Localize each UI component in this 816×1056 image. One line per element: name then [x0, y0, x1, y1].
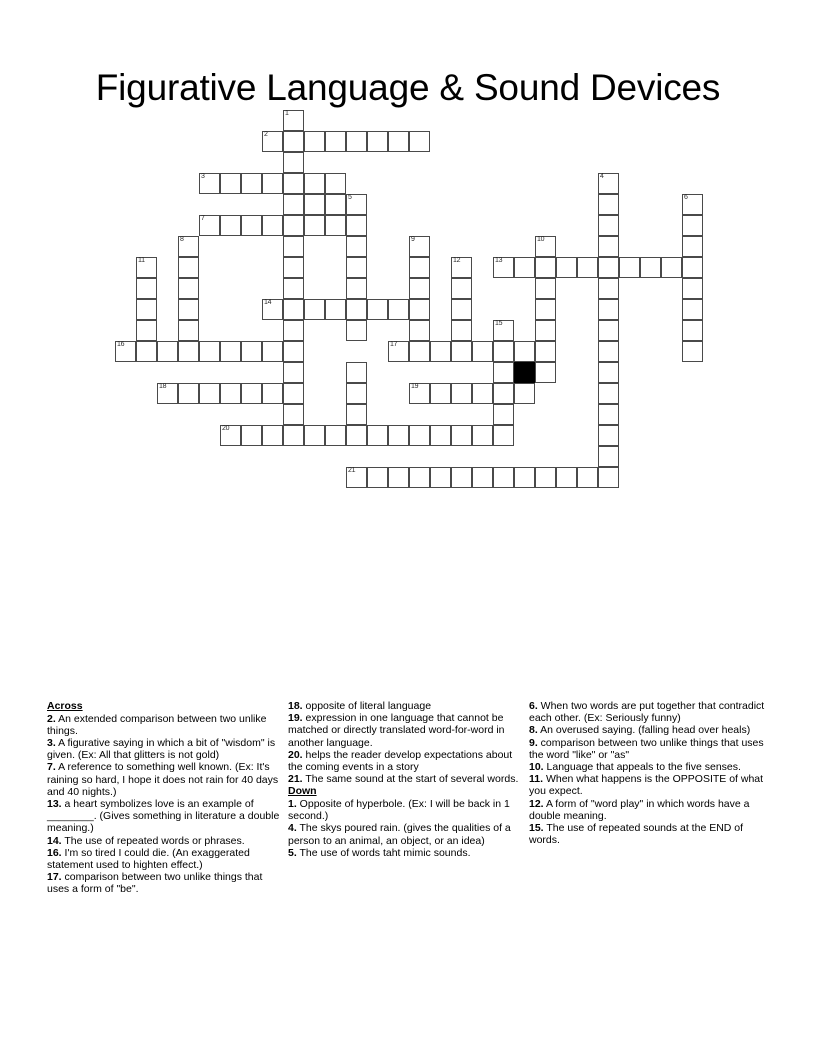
grid-cell[interactable] — [346, 362, 367, 383]
clue-text: A figurative saying in which a bit of "wisdom" is given. (Ex: All that glitters is not gold) — [47, 737, 276, 762]
grid-cell[interactable] — [283, 320, 304, 341]
grid-cell[interactable] — [220, 341, 241, 362]
grid-cell[interactable] — [514, 467, 535, 488]
grid-cell[interactable] — [346, 131, 367, 152]
grid-cell-number: 1 — [285, 110, 289, 117]
grid-cell[interactable] — [262, 299, 283, 320]
grid-cell[interactable] — [472, 341, 493, 362]
clue-item — [288, 847, 524, 859]
clue-number: 6. — [529, 700, 538, 712]
grid-cell[interactable] — [283, 383, 304, 404]
clue-number: 5. — [288, 846, 297, 859]
clue-text: A form of "word play" in which words have a double meaning. — [529, 797, 750, 822]
grid-cell[interactable] — [598, 194, 619, 215]
clue-number: 4. — [288, 822, 297, 835]
grid-cell[interactable] — [682, 299, 703, 320]
grid-cell[interactable] — [535, 467, 556, 488]
grid-cell[interactable] — [619, 257, 640, 278]
grid-cell-number: 12 — [453, 257, 461, 264]
grid-cell[interactable] — [304, 194, 325, 215]
grid-cell[interactable] — [283, 173, 304, 194]
grid-cell[interactable] — [283, 110, 304, 131]
clue-number: 2. — [47, 712, 56, 725]
grid-cell[interactable] — [598, 173, 619, 194]
grid-cell[interactable] — [220, 173, 241, 194]
grid-cell[interactable] — [535, 320, 556, 341]
grid-cell[interactable] — [262, 383, 283, 404]
clue-item — [288, 798, 524, 822]
clue-number: 17. — [47, 871, 62, 884]
grid-cell[interactable] — [157, 383, 178, 404]
grid-cell[interactable] — [178, 299, 199, 320]
grid-cell[interactable] — [283, 341, 304, 362]
clue-number: 14. — [47, 834, 62, 847]
clue-item — [529, 724, 765, 736]
grid-cell[interactable] — [430, 383, 451, 404]
grid-cell[interactable] — [199, 215, 220, 236]
grid-cell[interactable] — [451, 383, 472, 404]
clue-text: Opposite of hyperbole. (Ex: I will be back in 1 second.) — [288, 798, 510, 823]
grid-cell[interactable] — [346, 236, 367, 257]
clue-item — [47, 798, 283, 835]
grid-cell[interactable] — [199, 341, 220, 362]
grid-cell-number: 15 — [495, 320, 503, 327]
clue-number: 20. — [288, 748, 303, 761]
grid-cell[interactable] — [451, 467, 472, 488]
clue-text: a heart symbolizes love is an example of ________. (Gives something in literature a double meaning.) — [47, 798, 280, 835]
clue-item — [47, 835, 283, 847]
grid-cell[interactable] — [136, 341, 157, 362]
grid-cell[interactable] — [409, 299, 430, 320]
grid-cell[interactable] — [241, 215, 262, 236]
grid-cell[interactable] — [556, 467, 577, 488]
grid-cell[interactable] — [598, 278, 619, 299]
grid-cell-number: 8 — [180, 236, 184, 243]
grid-cell[interactable] — [556, 257, 577, 278]
grid-cell[interactable] — [535, 362, 556, 383]
grid-cell[interactable] — [388, 341, 409, 362]
grid-cell[interactable] — [115, 341, 136, 362]
clue-item — [47, 847, 283, 871]
grid-cell-number: 10 — [537, 236, 545, 243]
grid-cell[interactable] — [577, 257, 598, 278]
clue-item — [529, 773, 765, 797]
grid-cell[interactable] — [388, 299, 409, 320]
grid-cell[interactable] — [199, 383, 220, 404]
clue-text: An extended comparison between two unlike things. — [47, 712, 267, 737]
grid-cell[interactable] — [430, 467, 451, 488]
grid-cell-number: 3 — [201, 173, 205, 180]
grid-cell[interactable] — [241, 173, 262, 194]
grid-cell-number: 20 — [222, 425, 230, 432]
clue-number: 15. — [529, 822, 544, 835]
grid-cell[interactable] — [409, 383, 430, 404]
grid-cell[interactable] — [682, 257, 703, 278]
grid-cell[interactable] — [472, 467, 493, 488]
grid-cell[interactable] — [178, 236, 199, 257]
clue-item — [288, 822, 524, 846]
clue-number: 9. — [529, 736, 538, 749]
clues-column-3 — [529, 700, 765, 846]
clue-number: 3. — [47, 737, 56, 749]
clue-item — [288, 773, 524, 785]
grid-cell[interactable] — [409, 425, 430, 446]
grid-cell[interactable] — [325, 131, 346, 152]
grid-cell[interactable] — [472, 383, 493, 404]
grid-cell[interactable] — [598, 425, 619, 446]
clue-number: 13. — [47, 798, 62, 811]
grid-cell[interactable] — [136, 299, 157, 320]
grid-cell[interactable] — [178, 383, 199, 404]
grid-cell[interactable] — [367, 299, 388, 320]
grid-cell[interactable] — [367, 425, 388, 446]
grid-cell[interactable] — [346, 257, 367, 278]
clue-number: 8. — [529, 724, 538, 737]
grid-cell[interactable] — [493, 404, 514, 425]
grid-cell-number: 13 — [495, 257, 503, 264]
clue-number: 21. — [288, 773, 303, 786]
grid-cell[interactable] — [283, 131, 304, 152]
grid-cell[interactable] — [493, 257, 514, 278]
grid-cell[interactable] — [493, 425, 514, 446]
clue-text: A reference to something well known. (Ex: It's raining so hard, I hope it does not rain for 40 days and 40 nights.) — [47, 761, 279, 798]
grid-cell[interactable] — [598, 467, 619, 488]
grid-cell[interactable] — [346, 215, 367, 236]
grid-cell[interactable] — [409, 467, 430, 488]
grid-cell[interactable] — [304, 215, 325, 236]
clue-item — [529, 737, 765, 761]
clue-number: 19. — [288, 712, 303, 725]
grid-cell[interactable] — [220, 425, 241, 446]
grid-cell[interactable] — [325, 194, 346, 215]
grid-cell[interactable] — [598, 404, 619, 425]
across-clue-list-part2 — [288, 700, 524, 785]
grid-cell[interactable] — [535, 257, 556, 278]
grid-cell-number: 11 — [138, 257, 145, 264]
grid-cell[interactable] — [283, 236, 304, 257]
clue-item — [288, 749, 524, 773]
clue-text: The use of repeated words or phrases. — [61, 834, 245, 847]
grid-cell[interactable] — [283, 152, 304, 173]
grid-cell-number: 16 — [117, 341, 125, 348]
clue-number: 11. — [529, 773, 544, 786]
clue-number: 18. — [288, 700, 303, 712]
grid-cell[interactable] — [451, 299, 472, 320]
clue-item — [47, 713, 283, 737]
clue-text: The same sound at the start of several words. — [302, 773, 519, 786]
clue-item — [47, 871, 283, 895]
grid-cell-number: 6 — [684, 194, 688, 201]
grid-cell-number: 5 — [348, 194, 352, 201]
grid-cell[interactable] — [409, 236, 430, 257]
grid-cell[interactable] — [220, 215, 241, 236]
grid-cell-number: 7 — [201, 215, 205, 222]
page-title: Figurative Language & Sound Devices — [95, 66, 721, 108]
clue-number: 1. — [288, 798, 297, 811]
grid-cell[interactable] — [682, 215, 703, 236]
grid-cell[interactable] — [346, 299, 367, 320]
clue-item — [529, 700, 765, 724]
grid-cell[interactable] — [409, 131, 430, 152]
grid-cell-number: 19 — [411, 383, 419, 390]
grid-cell[interactable] — [451, 425, 472, 446]
clue-text: helps the reader develop expectations about the coming events in a story — [288, 748, 513, 774]
grid-cell-number: 9 — [411, 236, 415, 243]
clue-item — [529, 822, 765, 846]
grid-cell-number: 21 — [348, 467, 356, 474]
grid-cell[interactable] — [262, 425, 283, 446]
grid-cell[interactable] — [304, 299, 325, 320]
grid-cell[interactable] — [514, 383, 535, 404]
clue-text: Language that appeals to the five senses. — [543, 761, 741, 774]
grid-cell[interactable] — [283, 194, 304, 215]
grid-cell[interactable] — [682, 194, 703, 215]
clue-text: comparison between two unlike things that uses a form of "be". — [47, 871, 263, 896]
clue-item — [47, 761, 283, 798]
grid-cell[interactable] — [430, 425, 451, 446]
grid-cell[interactable] — [514, 257, 535, 278]
grid-cell[interactable] — [136, 257, 157, 278]
grid-cell[interactable] — [682, 320, 703, 341]
clue-number: 12. — [529, 797, 544, 810]
grid-cell-number: 4 — [600, 173, 604, 180]
grid-cell[interactable] — [409, 278, 430, 299]
grid-cell[interactable] — [472, 425, 493, 446]
clue-item — [288, 712, 524, 749]
grid-cell[interactable] — [514, 341, 535, 362]
grid-cell[interactable] — [178, 320, 199, 341]
grid-cell[interactable] — [346, 383, 367, 404]
clue-text: The use of repeated sounds at the END of words. — [529, 822, 744, 847]
grid-cell[interactable] — [262, 173, 283, 194]
grid-cell-number: 17 — [390, 341, 398, 348]
clue-number: 10. — [529, 761, 544, 774]
across-heading: Across — [47, 700, 83, 712]
grid-cell-number: 14 — [264, 299, 272, 306]
grid-cell[interactable] — [388, 131, 409, 152]
grid-cell[interactable] — [304, 425, 325, 446]
grid-cell[interactable] — [682, 341, 703, 362]
grid-cell[interactable] — [493, 383, 514, 404]
clue-text: expression in one language that cannot be matched or directly translated word-for-word in another language. — [288, 712, 505, 749]
grid-cell[interactable] — [199, 173, 220, 194]
grid-cell[interactable] — [283, 299, 304, 320]
grid-cell[interactable] — [346, 194, 367, 215]
grid-cell[interactable] — [535, 299, 556, 320]
grid-cell[interactable] — [598, 236, 619, 257]
grid-cell[interactable] — [598, 362, 619, 383]
grid-cell[interactable] — [493, 362, 514, 383]
grid-cell[interactable] — [283, 215, 304, 236]
grid-cell[interactable] — [535, 236, 556, 257]
across-clue-list-part1 — [47, 713, 283, 896]
grid-cell[interactable] — [682, 236, 703, 257]
grid-cell[interactable] — [388, 425, 409, 446]
grid-cell[interactable] — [178, 278, 199, 299]
clue-text: The use of words taht mimic sounds. — [296, 846, 471, 859]
grid-cell[interactable] — [451, 341, 472, 362]
grid-cell[interactable] — [451, 278, 472, 299]
grid-cell[interactable] — [598, 320, 619, 341]
grid-cell[interactable] — [241, 383, 262, 404]
grid-cell[interactable] — [262, 131, 283, 152]
grid-cell[interactable] — [136, 278, 157, 299]
down-heading: Down — [288, 785, 317, 798]
grid-cell[interactable] — [409, 257, 430, 278]
grid-cell[interactable] — [598, 341, 619, 362]
grid-cell[interactable] — [241, 425, 262, 446]
clue-text: opposite of literal language — [302, 700, 432, 712]
clues-column-2 — [288, 700, 524, 859]
grid-cell[interactable] — [157, 341, 178, 362]
clues-column-1 — [47, 700, 283, 896]
grid-cell[interactable] — [283, 362, 304, 383]
grid-cell[interactable] — [220, 383, 241, 404]
grid-cell[interactable] — [304, 131, 325, 152]
grid-cell[interactable] — [262, 215, 283, 236]
grid-cell[interactable] — [304, 173, 325, 194]
grid-cell-number: 18 — [159, 383, 167, 390]
down-clue-list-part1 — [288, 798, 524, 859]
grid-cell[interactable] — [598, 215, 619, 236]
clue-item — [529, 761, 765, 773]
grid-cell[interactable] — [388, 467, 409, 488]
grid-cell-number: 2 — [264, 131, 268, 138]
grid-cell[interactable] — [346, 425, 367, 446]
grid-cell[interactable] — [283, 404, 304, 425]
clue-item — [288, 700, 524, 712]
grid-cell[interactable] — [682, 278, 703, 299]
clue-text: The skys poured rain. (gives the qualities of a person to an animal, an object, or an idea) — [288, 822, 511, 847]
grid-cell[interactable] — [451, 257, 472, 278]
clue-text: An overused saying. (falling head over heals) — [537, 724, 751, 737]
clue-number: 16. — [47, 846, 62, 859]
grid-cell[interactable] — [577, 467, 598, 488]
grid-cell[interactable] — [598, 257, 619, 278]
down-clue-list-part2 — [529, 700, 765, 846]
grid-cell[interactable] — [178, 257, 199, 278]
clues-section — [47, 700, 769, 970]
clue-text: comparison between two unlike things that uses the word "like" or "as" — [529, 736, 764, 761]
grid-cell[interactable] — [367, 131, 388, 152]
clue-text: When two words are put together that contradict each other. (Ex: Seriously funny) — [529, 700, 765, 725]
grid-cell[interactable] — [409, 341, 430, 362]
grid-cell[interactable] — [346, 320, 367, 341]
grid-cell[interactable] — [598, 299, 619, 320]
grid-cell[interactable] — [262, 341, 283, 362]
grid-cell[interactable] — [241, 341, 262, 362]
grid-cell[interactable] — [346, 278, 367, 299]
grid-cell[interactable] — [136, 320, 157, 341]
grid-cell[interactable] — [283, 257, 304, 278]
grid-cell[interactable] — [640, 257, 661, 278]
grid-cell[interactable] — [178, 341, 199, 362]
grid-cell[interactable] — [430, 341, 451, 362]
clue-number: 7. — [47, 761, 56, 774]
grid-cell[interactable] — [283, 425, 304, 446]
grid-cell[interactable] — [598, 383, 619, 404]
grid-cell[interactable] — [661, 257, 682, 278]
grid-cell[interactable] — [493, 320, 514, 341]
grid-cell[interactable] — [409, 320, 430, 341]
grid-cell[interactable] — [535, 278, 556, 299]
grid-cell[interactable] — [325, 299, 346, 320]
clue-text: I'm so tired I could die. (An exaggerated statement used to highten effect.) — [47, 846, 250, 872]
grid-cell[interactable] — [325, 425, 346, 446]
grid-cell[interactable] — [535, 341, 556, 362]
grid-cell[interactable] — [346, 404, 367, 425]
clue-item — [47, 737, 283, 761]
grid-cell[interactable] — [346, 467, 367, 488]
grid-cell[interactable] — [325, 173, 346, 194]
grid-cell-blocked — [514, 362, 535, 383]
grid-cell[interactable] — [598, 446, 619, 467]
grid-cell[interactable] — [325, 215, 346, 236]
grid-cell[interactable] — [283, 278, 304, 299]
clue-item — [529, 798, 765, 822]
clue-text: When what happens is the OPPOSITE of what you expect. — [529, 773, 764, 798]
grid-cell[interactable] — [451, 320, 472, 341]
grid-cell[interactable] — [367, 467, 388, 488]
grid-cell[interactable] — [493, 467, 514, 488]
grid-cell[interactable] — [493, 341, 514, 362]
